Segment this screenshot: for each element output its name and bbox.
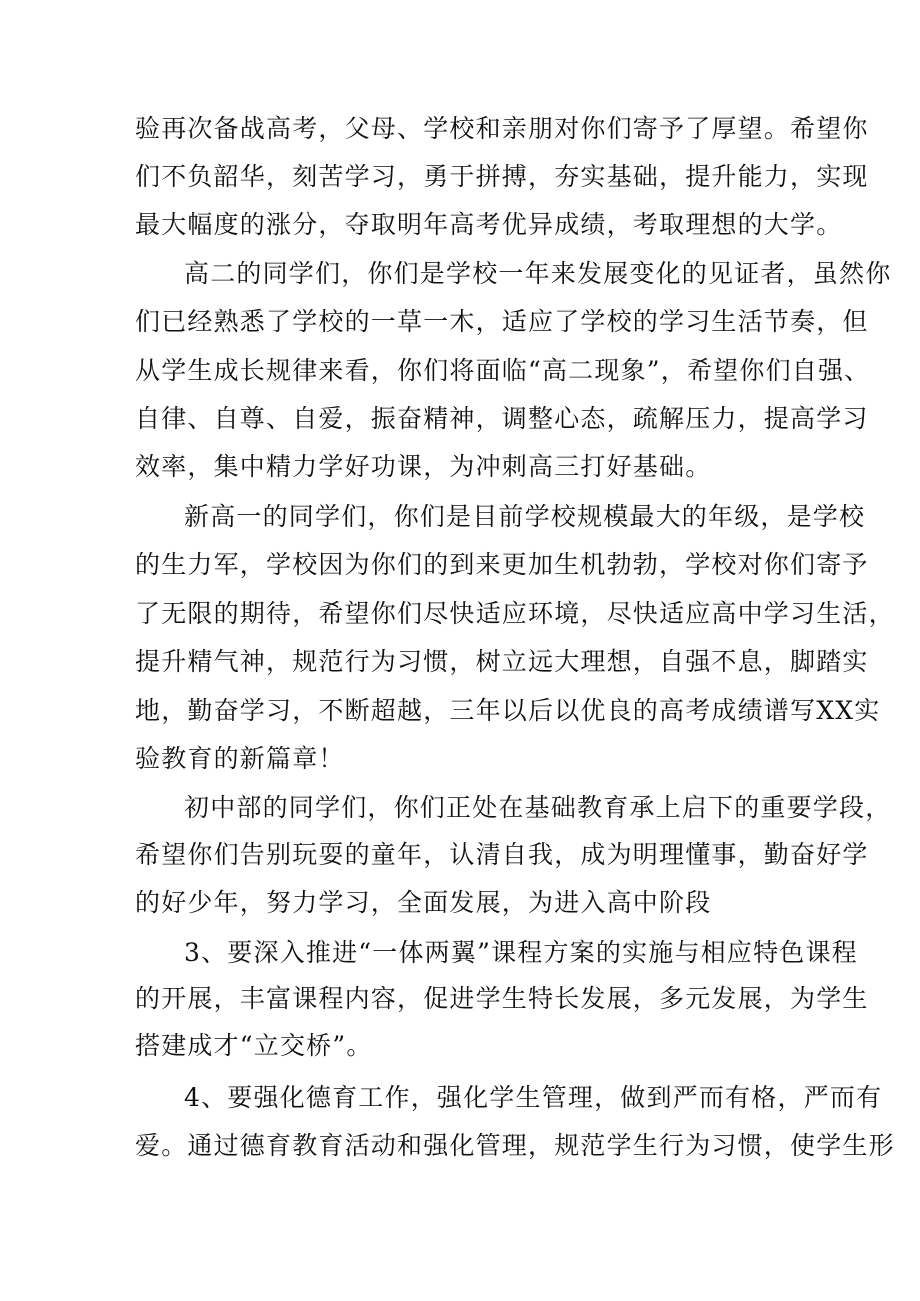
text-line: 验再次备战高考，父母、学校和亲朋对你们寄予了厚望。希望你 [135,114,869,143]
text-line: 搭建成才“立交桥”。 [135,1031,373,1060]
text-line: 的开展，丰富课程内容，促进学生特长发展，多元发展，为学生 [135,984,869,1013]
text-line: 从学生成长规律来看，你们将面临“高二现象”，希望你们自强、 [135,356,871,385]
paragraph-start: 初中部的同学们，你们正处在基础教育承上启下的重要学段， [184,793,892,822]
text-line: 的生力军，学校因为你们的到来更加生机勃勃，学校对你们寄予 [135,550,869,579]
paragraph-start: 新高一的同学们，你们是目前学校规模最大的年级，是学校 [184,502,866,531]
text-line: 效率，集中精力学好功课，为冲刺高三打好基础。 [135,452,712,481]
text-line: 了无限的期待，希望你们尽快适应环境，尽快适应高中学习生活， [135,599,895,628]
text-line: 们不负韶华，刻苦学习，勇于拼搏，夯实基础，提升能力，实现 [135,162,869,191]
text-line: 爱。通过德育教育活动和强化管理，规范学生行为习惯，使学生形 [135,1131,895,1160]
text-line: 希望你们告别玩耍的童年，认清自我，成为明理懂事，勤奋好学 [135,840,869,869]
paragraph-start: 高二的同学们，你们是学校一年来发展变化的见证者，虽然你 [184,259,892,288]
text-line: 们已经熟悉了学校的一草一木，适应了学校的学习生活节奏，但 [135,307,869,336]
text-line: 地，勤奋学习，不断超越，三年以后以优良的高考成绩谱写XX实 [135,696,881,725]
text-line: 验教育的新篇章！ [135,744,345,773]
text-line: 提升精气神，规范行为习惯，树立远大理想，自强不息，脚踏实 [135,647,869,676]
paragraph-start: 4、要强化德育工作，强化学生管理，做到严而有格，严而有 [184,1083,883,1112]
text-line: 最大幅度的涨分，夺取明年高考优异成绩，考取理想的大学。 [135,210,843,239]
text-line: 自律、自尊、自爱，振奋精神，调整心态，疏解压力，提高学习 [135,404,869,433]
text-line: 的好少年，努力学习，全面发展，为进入高中阶段 [135,888,712,917]
paragraph-start: 3、要深入推进“一体两翼”课程方案的实施与相应特色课程 [184,938,858,967]
